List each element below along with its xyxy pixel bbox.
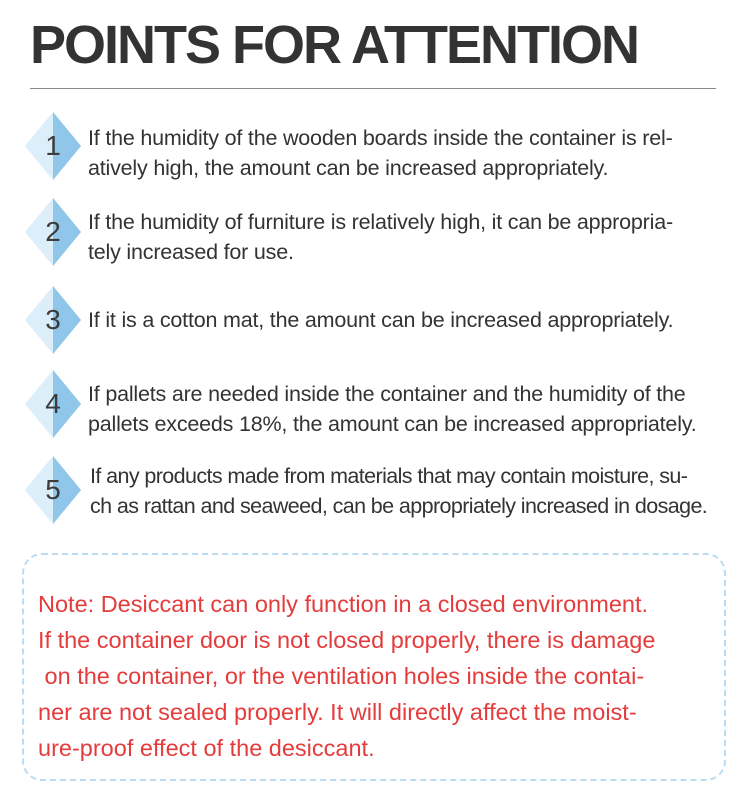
item-line: If any products made from materials that may contain moisture, su- (90, 464, 688, 488)
note-line: ure-proof effect of the desiccant. (38, 735, 375, 761)
badge-number: 4 (45, 388, 61, 419)
number-badge (24, 455, 82, 525)
item-text (88, 123, 714, 183)
badge-number: 1 (45, 130, 61, 161)
note-line: ner are not sealed properly. It will directly affect the moist- (38, 699, 637, 725)
number-badge (24, 197, 82, 267)
number-badge (24, 369, 82, 439)
item-text (88, 379, 714, 439)
item-line: If the humidity of the wooden boards inside the container is rel- (88, 126, 673, 150)
page-title: POINTS FOR ATTENTION (30, 15, 638, 75)
item-text (90, 461, 720, 521)
item-line: If the humidity of furniture is relatively high, it can be appropria- (88, 210, 673, 234)
item-line: atively high, the amount can be increased appropriately. (88, 156, 609, 180)
item-line: pallets exceeds 18%, the amount can be increased appropriately. (88, 412, 697, 436)
number-badge (24, 111, 82, 181)
title-divider (30, 88, 716, 89)
number-badge (24, 285, 82, 355)
note-line: Note: Desiccant can only function in a closed environment. (38, 591, 649, 617)
item-line: If it is a cotton mat, the amount can be increased appropriately. (88, 308, 674, 332)
badge-number: 5 (45, 474, 61, 505)
item-line: tely increased for use. (88, 240, 294, 264)
note-line: If the container door is not closed properly, there is damage (38, 627, 656, 653)
badge-number: 3 (45, 304, 61, 335)
item-text (88, 305, 714, 335)
item-line: If pallets are needed inside the container and the humidity of the (88, 382, 686, 406)
item-line: ch as rattan and seaweed, can be appropriately increased in dosage. (90, 494, 708, 518)
item-text (88, 207, 714, 267)
note-text (38, 586, 720, 766)
badge-number: 2 (45, 216, 61, 247)
note-line: on the container, or the ventilation holes inside the contai- (38, 663, 645, 689)
